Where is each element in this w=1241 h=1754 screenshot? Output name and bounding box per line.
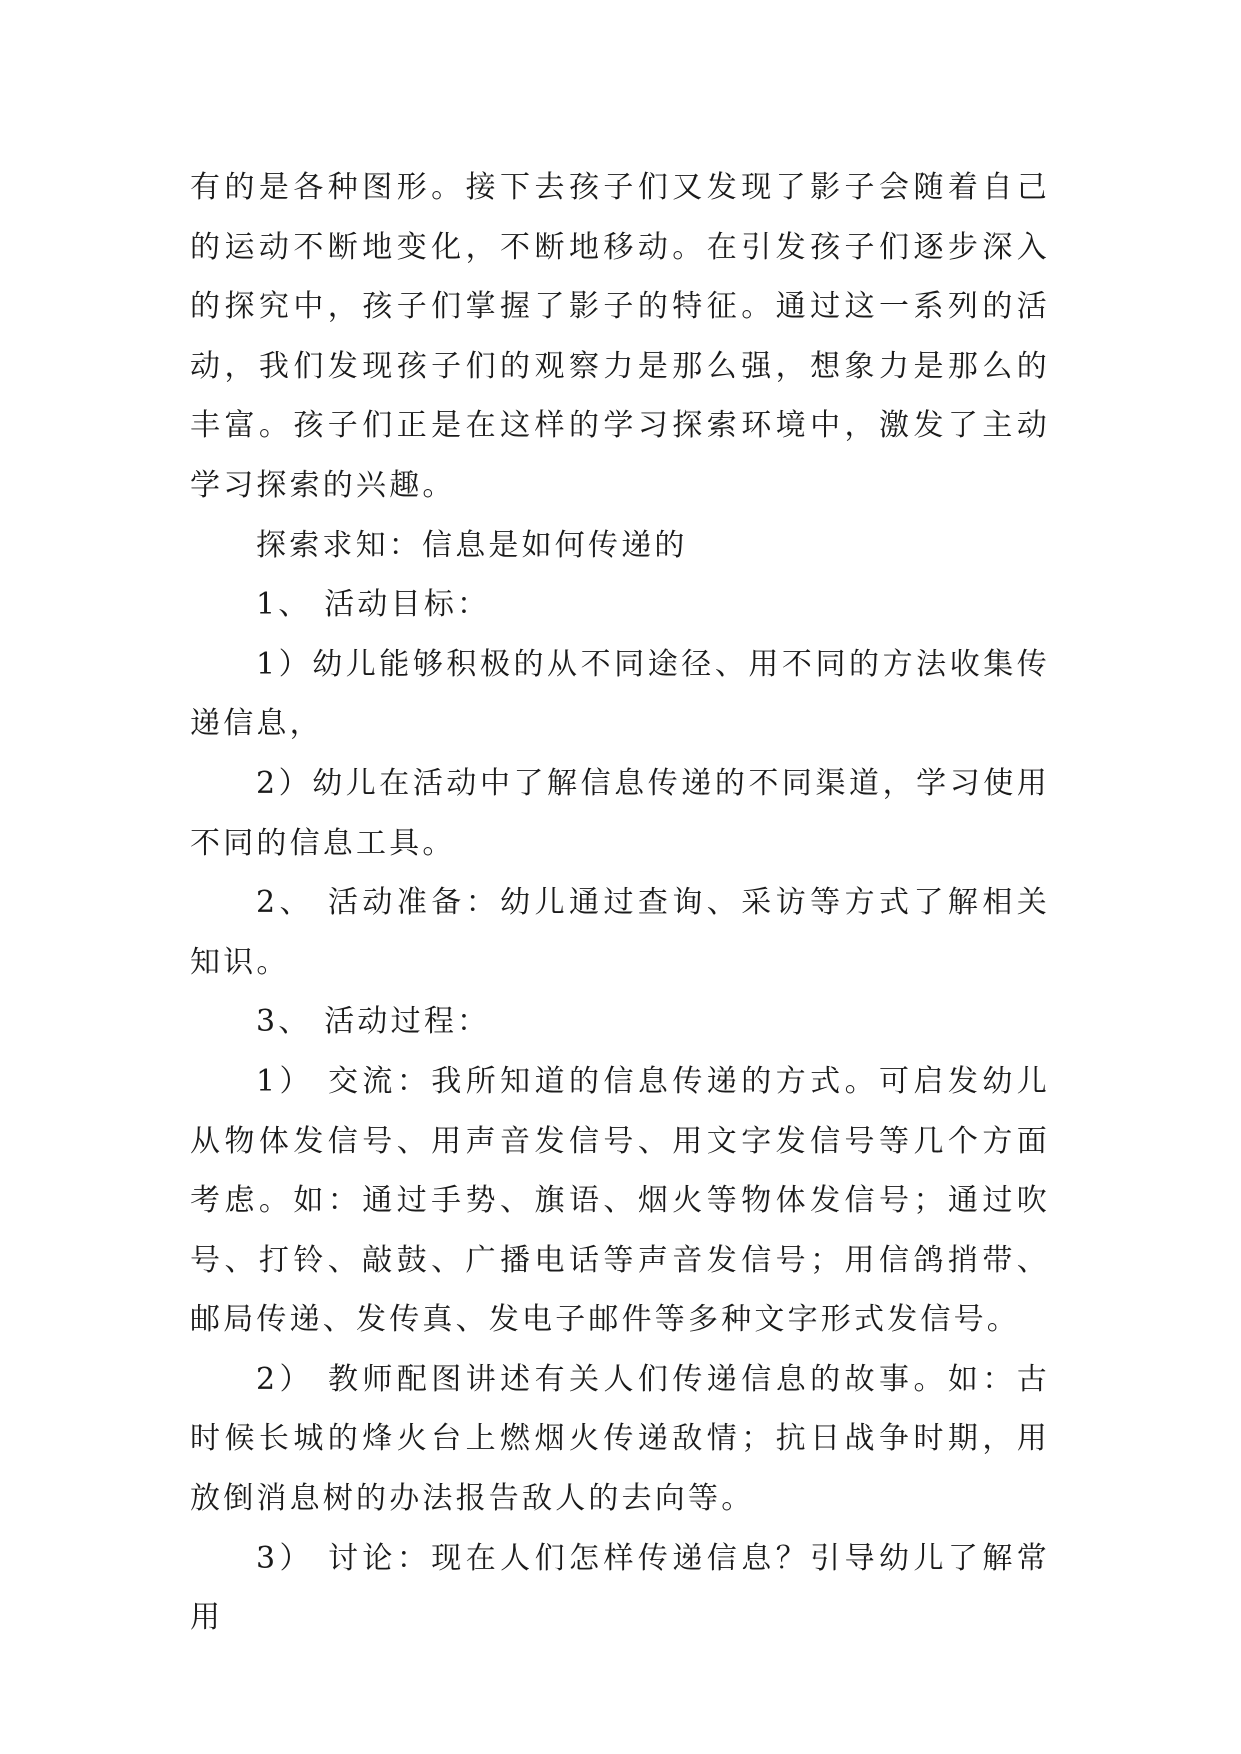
process-step-2: 2） 教师配图讲述有关人们传递信息的故事。如：古时候长城的烽火台上燃烟火传递敌情；抗日战争时期，用放倒消息树的办法报告敌人的去向等。 <box>190 1361 1050 1517</box>
paragraph-shadow-summary: 有的是各种图形。接下去孩子们又发现了影子会随着自己的运动不断地变化，不断地移动。在引发孩子们逐步深入的探究中，孩子们掌握了影子的特征。通过这一系列的活动，我们发现孩子们的观察力是那么强，想象力是那么的丰富。孩子们正是在这样的学习探索环境中，激发了主动学习探索的兴趣。 <box>190 170 1050 503</box>
goal-item-1: 1）幼儿能够积极的从不同途径、用不同的方法收集传递信息， <box>190 646 1050 742</box>
activity-goals-heading: 1、 活动目标： <box>256 587 491 623</box>
process-step-1: 1） 交流：我所知道的信息传递的方式。可启发幼儿从物体发信号、用声音发信号、用文字发信号等几个方面考虑。如：通过手势、旗语、烟火等物体发信号；通过吹号、打铃、敲鼓、广播电话等声音发信号；用信鸽捎带、邮局传递、发传真、发电子邮件等多种文字形式发信号。 <box>190 1063 1050 1338</box>
document-body <box>190 158 1050 1648</box>
activity-process-heading: 3、 活动过程： <box>256 1004 491 1040</box>
section-heading: 探索求知：信息是如何传递的 <box>256 527 688 563</box>
activity-preparation: 2、 活动准备：幼儿通过查询、采访等方式了解相关知识。 <box>190 885 1050 980</box>
process-step-3: 3） 讨论：现在人们怎样传递信息？引导幼儿了解常用 <box>190 1540 1050 1636</box>
goal-item-2: 2）幼儿在活动中了解信息传递的不同渠道，学习使用不同的信息工具。 <box>190 765 1050 861</box>
